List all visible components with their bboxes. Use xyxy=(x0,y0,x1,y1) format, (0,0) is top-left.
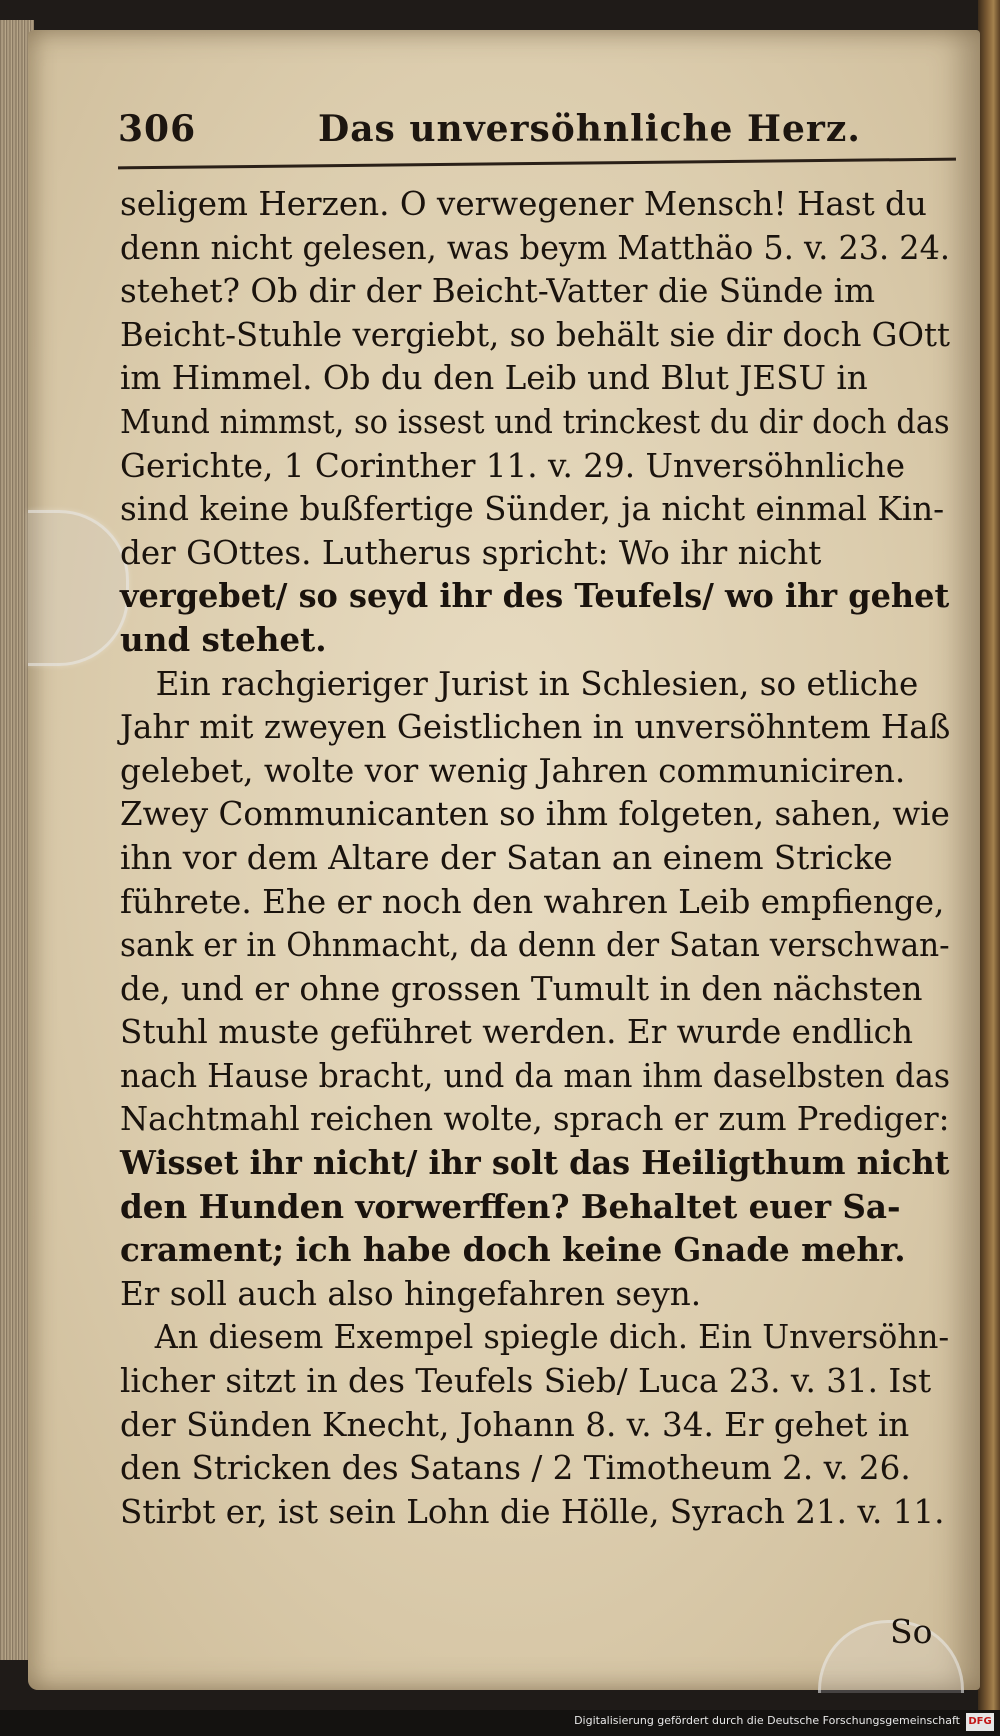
page-clip xyxy=(28,510,129,666)
text-line: führete. Ehe er noch den wahren Leib empfienge, xyxy=(120,881,945,921)
text-line: Gerichte, 1 Corinther 11. v. 29. Unversöhnliche xyxy=(120,445,906,485)
text-line: Zwey Communicanten so ihm folgeten, sahen, wie xyxy=(120,794,950,834)
text-line: seligem Herzen. O verwegener Mensch! Hast du xyxy=(120,184,927,223)
text-line: Wisset ihr nicht/ ihr solt das Heiligthum nicht xyxy=(120,1143,950,1183)
text-line: licher sitzt in des Teufels Sieb/ Luca 23. v. 31. Ist xyxy=(120,1361,932,1401)
text-line: Jahr mit zweyen Geistlichen in unversöhntem Haß xyxy=(120,707,951,747)
text-line: nach Hause bracht, und da man ihm daselbsten das xyxy=(120,1055,951,1095)
text-line: crament; ich habe doch keine Gnade mehr. xyxy=(120,1230,906,1270)
body-text xyxy=(120,182,960,1533)
text-line: den Hunden vorwerffen? Behaltet euer Sa- xyxy=(120,1186,901,1226)
text-line: stehet? Ob dir der Beicht-Vatter die Sünde im xyxy=(120,271,875,311)
text-line: und stehet. xyxy=(120,619,327,659)
text-line: Beicht-Stuhle vergiebt, so behält sie dir doch GOtt xyxy=(120,314,950,354)
page-number: 306 xyxy=(118,108,197,150)
text-line: Ein rachgieriger Jurist in Schlesien, so etliche xyxy=(155,663,919,703)
text-line: ihn vor dem Altare der Satan an einem Stricke xyxy=(120,837,893,877)
text-line: denn nicht gelesen, was beym Matthäo 5. v. 23. 24. xyxy=(120,227,951,267)
text-line: sind keine bußfertige Sünder, ja nicht einmal Kin- xyxy=(120,489,945,529)
catchword: So xyxy=(890,1612,933,1651)
footer-credit: Digitalisierung gefördert durch die Deutsche Forschungsgemeinschaft xyxy=(574,1714,960,1727)
dfg-logo: DFG xyxy=(966,1713,994,1731)
running-head: Das unversöhnliche Herz. xyxy=(318,108,861,150)
text-line: den Stricken des Satans / 2 Timotheum 2. v. 26. xyxy=(120,1448,911,1488)
text-line: vergebet/ so seyd ihr des Teufels/ wo ihr gehet xyxy=(120,576,950,616)
text-line: der Sünden Knecht, Johann 8. v. 34. Er gehet in xyxy=(120,1404,910,1444)
text-line: im Himmel. Ob du den Leib und Blut JESU in xyxy=(120,358,868,398)
text-line: Mund nimmst, so issest und trinckest du dir doch das xyxy=(120,401,950,441)
footer-bar xyxy=(0,1710,1000,1736)
text-line: Nachtmahl reichen wolte, sprach er zum Prediger: xyxy=(120,1099,950,1139)
book-spine-right xyxy=(978,0,1000,1736)
text-line: An diesem Exempel spiegle dich. Ein Unversöhn- xyxy=(154,1317,950,1357)
text-line: Stuhl muste geführet werden. Er wurde endlich xyxy=(120,1012,913,1052)
text-line: Stirbt er, ist sein Lohn die Hölle, Syrach 21. v. 11. xyxy=(120,1491,945,1531)
page-header xyxy=(118,108,958,158)
text-line: gelebet, wolte vor wenig Jahren communiciren. xyxy=(120,750,906,790)
text-line: sank er in Ohnmacht, da denn der Satan verschwan- xyxy=(120,925,950,965)
text-line: de, und er ohne grossen Tumult in den nächsten xyxy=(120,968,923,1008)
text-line: Er soll auch also hingefahren seyn. xyxy=(120,1273,702,1313)
text-line: der GOttes. Lutherus spricht: Wo ihr nicht xyxy=(120,532,822,572)
